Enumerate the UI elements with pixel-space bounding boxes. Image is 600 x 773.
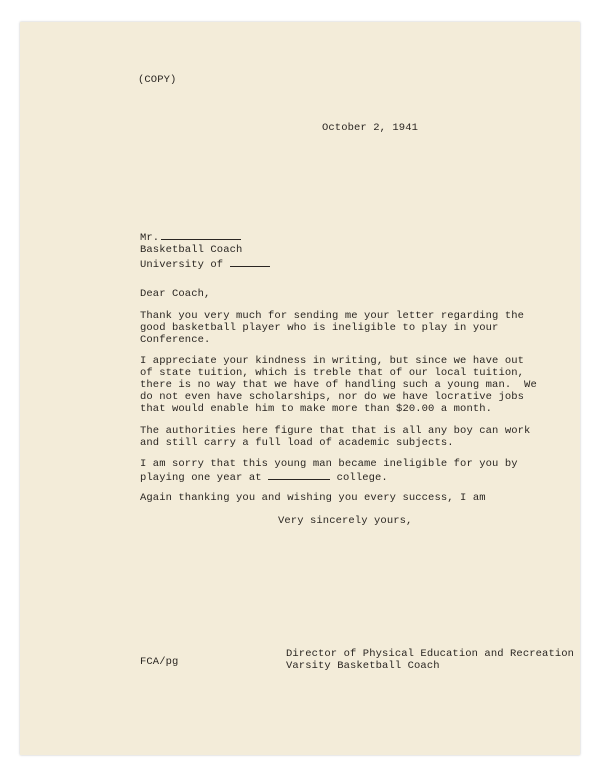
paragraph-2-line-2: of state tuition, which is treble that of our local tuition, xyxy=(140,367,525,379)
college-name-blank xyxy=(268,470,330,480)
paragraph-4-line-1: I am sorry that this young man became ineligible for you by xyxy=(140,458,518,470)
paragraph-4-line-2 xyxy=(140,470,388,484)
paragraph-2-line-3: there is no way that we have of handling such a young man. We xyxy=(140,379,537,391)
paragraph-2-line-5: that would enable him to make more than $20.00 a month. xyxy=(140,403,493,415)
greeting: Dear Coach, xyxy=(140,288,211,300)
signature-title-2: Varsity Basketball Coach xyxy=(286,660,440,672)
signature-title-1: Director of Physical Education and Recreation xyxy=(286,648,575,660)
college-suffix: college. xyxy=(336,472,388,484)
paragraph-1-line-2: good basketball player who is ineligible to play in your xyxy=(140,322,499,334)
paragraph-2-line-1: I appreciate your kindness in writing, but since we have out xyxy=(140,355,525,367)
paragraph-3-line-2: and still carry a full load of academic subjects. xyxy=(140,437,454,449)
paragraph-1-line-1: Thank you very much for sending me your letter regarding the xyxy=(140,310,525,322)
recipient-university-line xyxy=(140,257,270,271)
university-blank xyxy=(230,257,270,267)
sign-off: Very sincerely yours, xyxy=(278,515,413,527)
recipient-name-line xyxy=(140,230,241,244)
paragraph-2-line-4: do not even have scholarships, nor do we have locrative jobs xyxy=(140,391,525,403)
letter-date: October 2, 1941 xyxy=(322,122,419,134)
recipient-title: Basketball Coach xyxy=(140,244,243,256)
typist-initials: FCA/pg xyxy=(140,656,179,668)
college-prefix: playing one year at xyxy=(140,472,262,484)
recipient-prefix: Mr. xyxy=(140,232,160,244)
paragraph-1-line-3: Conference. xyxy=(140,334,211,346)
closing-line: Again thanking you and wishing you every success, I am xyxy=(140,492,486,504)
university-prefix: University of xyxy=(140,259,224,271)
paragraph-3-line-1: The authorities here figure that that is all any boy can work xyxy=(140,425,531,437)
copy-mark: (COPY) xyxy=(138,74,177,86)
letter-page xyxy=(20,22,580,755)
recipient-name-blank xyxy=(161,230,241,240)
